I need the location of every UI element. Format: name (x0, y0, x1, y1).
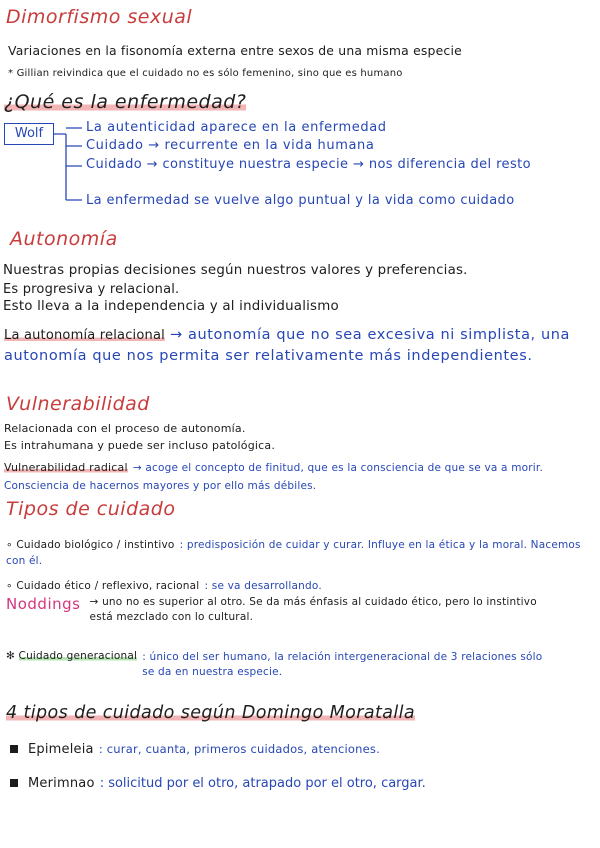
tipos-title: Tipos de cuidado (6, 498, 176, 520)
merimnao-label: Merimnao (28, 776, 95, 791)
enfermedad-item-1: La autenticidad aparece en la enfermedad (86, 120, 387, 135)
vulnerabilidad-title: Vulnerabilidad (6, 393, 150, 415)
noddings-text: → uno no es superior al otro. Se da más énfasis al cuidado ético, pero lo instintivo está mezclado con lo cultural. (89, 596, 537, 623)
square-bullet-icon (10, 745, 18, 753)
epimeleia-text: : curar, cuanta, primeros cuidados, atenciones. (98, 742, 380, 756)
tipos-etico-label: ∘ Cuidado ético / reflexivo, racional (6, 580, 200, 592)
vulnerabilidad-line-2: Es intrahumana y puede ser incluso patológica. (4, 439, 276, 452)
generacional-text: : único del ser humano, la relación intergeneracional de 3 relaciones sólo se da en nuestra especie. (142, 651, 543, 678)
vulnerabilidad-radical-text: → acoge el concepto de finitud, que es la consciencia de que se va a morir. Consciencia de hacernos mayores y por ello más débiles. (4, 462, 543, 492)
vulnerabilidad-radical-label: Vulnerabilidad radical (4, 461, 128, 474)
moratalla-item-epimeleia (10, 738, 380, 757)
tipos-etico (6, 574, 322, 593)
vulnerabilidad-radical (4, 458, 594, 494)
tipos-etico-text: : se va desarrollando. (204, 580, 322, 592)
dimorfismo-definition: Variaciones en la fisonomía externa entre sexos de una misma especie (8, 43, 462, 58)
dimorfismo-title: Dimorfismo sexual (6, 6, 193, 28)
dimorfismo-note: * Gillian reivindica que el cuidado no es sólo femenino, sino que es humano (8, 68, 403, 79)
wolf-label-box: Wolf (4, 123, 54, 145)
enfermedad-item-2: Cuidado → recurrente en la vida humana (86, 138, 375, 153)
tipos-biologico-label: ∘ Cuidado biológico / instintivo (6, 539, 175, 551)
vulnerabilidad-line-1: Relacionada con el proceso de autonomía. (4, 422, 246, 435)
autonomia-line-1: Nuestras propias decisiones según nuestros valores y preferencias. (3, 263, 468, 278)
tipos-biologico-text: : predisposición de cuidar y curar. Influye en la ética y la moral. Nacemos con él. (6, 539, 581, 567)
autonomia-relacional-text: → autonomía que no sea excesiva ni simplista, una autonomía que nos permita ser relativamente más independientes. (4, 327, 571, 364)
merimnao-text: : solicitud por el otro, atrapado por el otro, cargar. (99, 776, 426, 791)
enfermedad-item-3: Cuidado → constituye nuestra especie → nos diferencia del resto (86, 157, 531, 172)
tipos-biologico (6, 536, 594, 568)
enfermedad-title: ¿Qué es la enfermedad? (4, 91, 247, 113)
autonomia-line-3: Esto lleva a la independencia y al individualismo (3, 299, 339, 314)
moratalla-item-merimnao (10, 772, 426, 791)
autonomia-line-2: Es progresiva y relacional. (3, 282, 180, 297)
autonomia-relacional (4, 324, 584, 366)
autonomia-title: Autonomía (10, 228, 118, 250)
enfermedad-item-4: La enfermedad se vuelve algo puntual y la vida como cuidado (86, 193, 515, 208)
generacional-label: ✻ Cuidado generacional (6, 650, 138, 662)
epimeleia-label: Epimeleia (28, 742, 94, 757)
tipos-generacional (6, 650, 596, 680)
moratalla-title: 4 tipos de cuidado según Domingo Moratalla (6, 703, 415, 723)
noddings-label: Noddings (6, 595, 81, 613)
square-bullet-icon (10, 779, 18, 787)
tipos-noddings (6, 595, 596, 625)
autonomia-relacional-label: La autonomía relacional (4, 328, 165, 343)
